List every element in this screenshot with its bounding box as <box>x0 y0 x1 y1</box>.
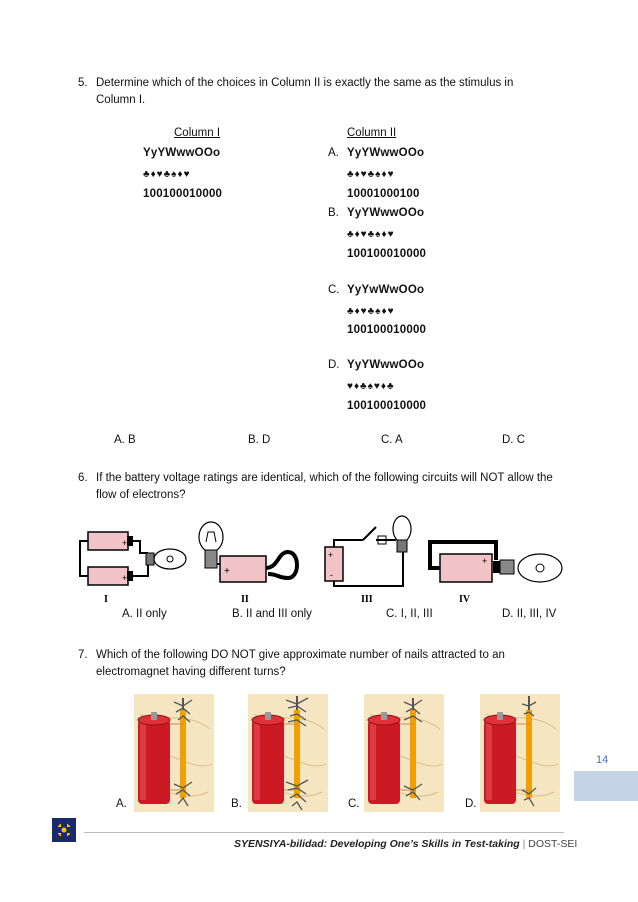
option-symbols: ♥♦♣♠♥♦♣ <box>347 381 395 392</box>
circuit-ii <box>199 522 297 582</box>
answer-choice-c[interactable]: C. I, II, III <box>386 608 433 620</box>
electromagnet-image-d <box>480 694 560 812</box>
page-tab <box>574 771 638 801</box>
option-letters: YyYWwwOOo <box>347 147 425 159</box>
option-letter: B. <box>328 207 339 219</box>
answer-choice-b[interactable]: B. <box>231 798 242 810</box>
question-number: 7. <box>78 649 88 661</box>
option-letter: D. <box>328 359 340 371</box>
footer <box>234 838 577 850</box>
svg-text:+: + <box>122 573 128 583</box>
option-symbols: ♣♦♥♣♠♦♥ <box>347 169 395 180</box>
circuit-label-ii: II <box>241 594 249 604</box>
dost-logo-icon <box>52 818 76 842</box>
answer-choice-c[interactable]: C. A <box>381 434 403 446</box>
footer-separator: | <box>522 838 526 850</box>
svg-text:+: + <box>122 538 128 548</box>
answer-choice-a[interactable]: A. <box>116 798 127 810</box>
column-2-header: Column II <box>347 127 397 139</box>
answer-choice-d[interactable]: D. <box>465 798 477 810</box>
circuit-iv <box>430 542 562 582</box>
electromagnet-image-b <box>248 694 328 812</box>
option-digits: 100100010000 <box>347 324 427 336</box>
stimulus-letters: YyYWwwOOo <box>143 147 221 159</box>
circuit-label-iv: IV <box>459 594 471 604</box>
electromagnet-image-a <box>134 694 214 812</box>
answer-choice-a[interactable]: A. B <box>114 434 136 446</box>
answer-choice-d[interactable]: D. II, III, IV <box>502 608 557 620</box>
svg-text:+: + <box>482 556 488 566</box>
question-text: Determine which of the choices in Column II is exactly the same as the stimulus in Column I. <box>96 77 514 106</box>
option-digits: 100100010000 <box>347 400 427 412</box>
circuit-label-iii: III <box>361 594 373 604</box>
stimulus-digits: 100100010000 <box>143 188 223 200</box>
svg-text:+: + <box>328 550 334 560</box>
circuit-i <box>80 532 186 585</box>
option-digits: 10001000100 <box>347 188 420 200</box>
question-number: 6. <box>78 472 88 484</box>
electromagnet-image-c <box>364 694 444 812</box>
answer-choice-b[interactable]: B. D <box>248 434 271 446</box>
question-number: 5. <box>78 77 88 89</box>
svg-text:-: - <box>330 570 333 580</box>
svg-text:+: + <box>224 566 230 577</box>
answer-choice-d[interactable]: D. C <box>502 434 525 446</box>
answer-choice-a[interactable]: A. II only <box>122 608 167 620</box>
footer-divider <box>84 832 564 833</box>
option-digits: 100100010000 <box>347 248 427 260</box>
option-letter: A. <box>328 147 339 159</box>
circuit-label-i: I <box>104 594 108 604</box>
circuit-iii <box>325 516 411 586</box>
stimulus-symbols: ♣♦♥♣♠♦♥ <box>143 169 191 180</box>
option-letters: YyYwWwOOo <box>347 284 425 296</box>
column-1-header: Column I <box>174 127 221 139</box>
answer-choice-c[interactable]: C. <box>348 798 360 810</box>
question-text: Which of the following DO NOT give approximate number of nails attracted to an electromagnet having different turns? <box>96 649 505 678</box>
option-letters: YyYWwwOOo <box>347 207 425 219</box>
option-letter: C. <box>328 284 340 296</box>
circuit-diagrams <box>78 512 568 604</box>
answer-choice-b[interactable]: B. II and III only <box>232 608 312 620</box>
page-number: 14 <box>596 754 609 766</box>
question-text: If the battery voltage ratings are identical, which of the following circuits will NOT allow the flow of electrons? <box>96 472 553 501</box>
option-symbols: ♣♦♥♣♠♦♥ <box>347 229 395 240</box>
footer-org: DOST-SEI <box>528 838 578 850</box>
option-letters: YyYWwwOOo <box>347 359 425 371</box>
option-symbols: ♣♦♥♣♠♦♥ <box>347 306 395 317</box>
footer-title: SYENSIYA-bilidad: Developing One’s Skills in Test-taking <box>234 838 520 850</box>
